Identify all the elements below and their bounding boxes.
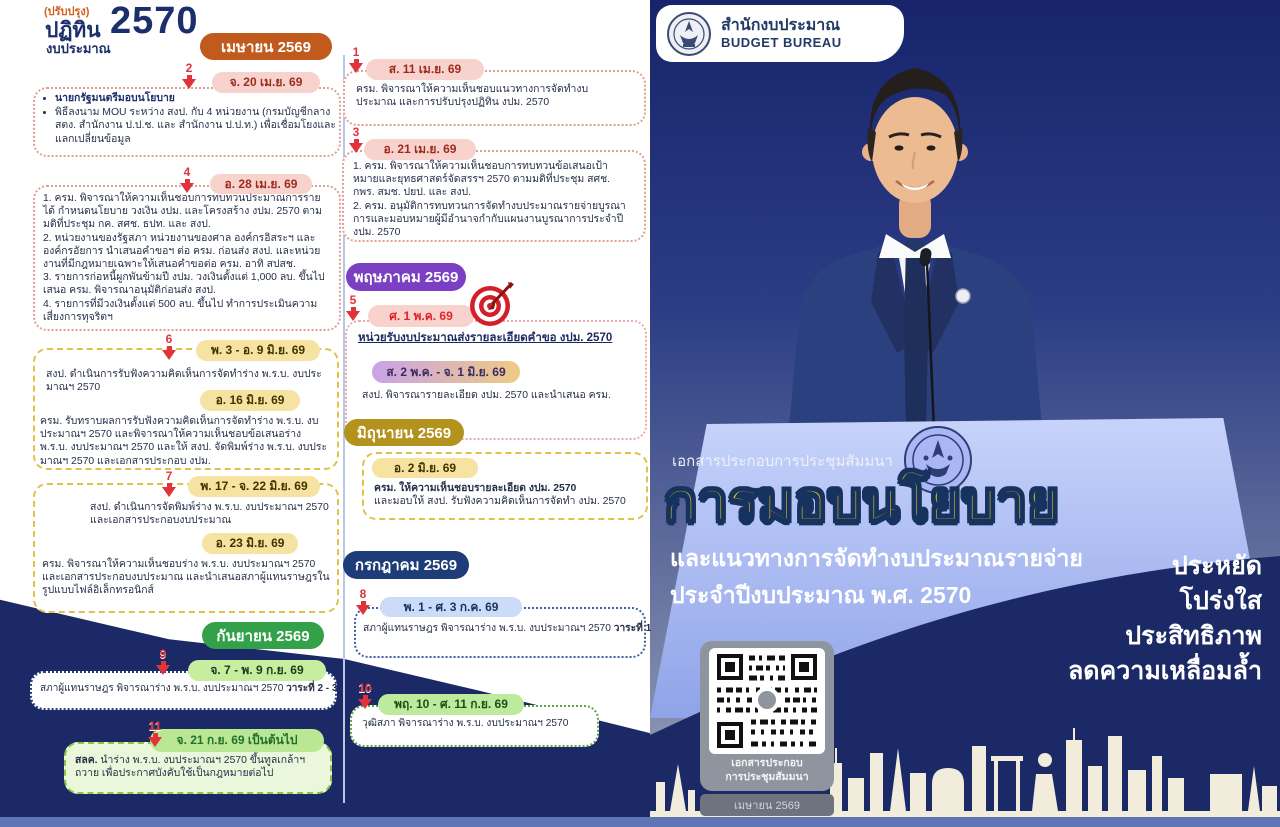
org-name-th: สำนักงบประมาณ <box>721 16 841 34</box>
event-3-date-pill: อ. 21 เม.ย. 69 <box>364 139 476 160</box>
bottom-strip <box>0 817 1280 827</box>
marker-10-number: 10 <box>358 681 372 695</box>
month-pill-april: เมษายน 2569 <box>200 33 332 60</box>
org-name-en: BUDGET BUREAU <box>721 35 842 51</box>
hero-subtitle-2: ประจำปีงบประมาณ พ.ศ. 2570 <box>670 582 972 608</box>
qr-caption: เอกสารประกอบ การประชุมสัมมนา <box>725 757 809 783</box>
marker-3 <box>345 126 367 153</box>
marker-11-number: 11 <box>148 719 162 733</box>
event-7-subdate-pill: อ. 23 มิ.ย. 69 <box>202 533 298 554</box>
slogan-list <box>1068 549 1262 689</box>
event-9-text: สภาผู้แทนราษฎร พิจารณาร่าง พ.ร.บ. งบประมาณฯ 2570 วาระที่ 2 - 3 <box>40 683 338 694</box>
event-11-date-pill: จ. 21 ก.ย. 69 เป็นต้นไป <box>150 729 324 752</box>
event-7-date-pill: พ. 17 - จ. 22 มิ.ย. 69 <box>188 476 320 497</box>
event-6-subdate-pill: อ. 16 มิ.ย. 69 <box>200 390 300 411</box>
month-pill-may: พฤษภาคม 2569 <box>346 263 466 291</box>
event-11-text: สลค. นำร่าง พ.ร.บ. งบประมาณฯ 2570 ขึ้นทูลเกล้าฯ ถวาย เพื่อประกาศบังคับใช้เป็นกฎหมายต่อไป <box>75 755 306 780</box>
marker-1-number: 1 <box>352 45 360 59</box>
marker-11 <box>144 720 166 747</box>
org-logo <box>656 5 904 62</box>
event-5-headline: หน่วยรับงบประมาณส่งรายละเอียดคำขอ งปม. 2570 <box>358 332 613 344</box>
june-cabinet-date-pill: อ. 2 มิ.ย. 69 <box>372 458 478 478</box>
event-1-date-pill: ส. 11 เม.ย. 69 <box>366 59 484 80</box>
event-6-text: สงป. ดำเนินการรับฟังความคิดเห็นการจัดทำร่าง พ.ร.บ. งบประมาณฯ 2570 <box>46 369 322 394</box>
marker-2-number: 2 <box>185 61 193 75</box>
marker-4 <box>176 166 198 193</box>
june-cabinet-text: ครม. ให้ความเห็นชอบรายละเอียด งปม. 2570 และมอบให้ สงป. รับฟังความคิดเห็นการจัดทำ งปม. 2570 <box>374 483 626 508</box>
marker-5 <box>342 294 364 321</box>
marker-8 <box>352 588 374 615</box>
slogan-1: ประหยัด <box>1171 552 1262 580</box>
event-4-text: 1. ครม. พิจารณาให้ความเห็นชอบการทบทวนประมาณการรายได้ กำหนดนโยบาย วงเงิน งปม. และโครงสร้าง งปม. 2570 ตามมติที่ประชุม กค. สศช. ธปท. และ สงป. 2. หน่วยงานของรัฐสภา หน่วยงานของศาล องค์กรอิสระฯ และองค์กรอัยการ นำเสนอคำขอฯ ต่อ ครม. ก่อนส่ง สงป. และหน่วยงานที่มีกฎหมายเฉพาะให้เสนอคำขอต่อ ครม. อาทิ สปสช. 3. รายการก่อหนี้ผูกพันข้ามปี งปม. วงเงินตั้งแต่ 1,000 ลบ. ขึ้นไป เสนอ ครม. พิจารณาอนุมัติก่อนส่ง สงป. 4. รายการที่มีวงเงินตั้งแต่ 500 ลบ. ขึ้นไป ทำการประเมินความเสี่ยงการทุจริตฯ <box>43 193 325 323</box>
event-2-text: • นายกรัฐมนตรีมอบนโยบาย • พิธีลงนาม MOU ระหว่าง สงป. กับ 4 หน่วยงาน (กรมบัญชีกลาง สตง. สำนักงาน ป.ป.ช. และ สำนักงาน ป.ป.ท.) เพื่อเชื่อมโยงและแลกเปลี่ยนข้อมูล <box>42 92 341 147</box>
revised-badge: (ปรับปรุง) <box>44 6 90 18</box>
event-8-text: สภาผู้แทนราษฎร พิจารณาร่าง พ.ร.บ. งบประมาณฯ 2570 วาระที่ 1 <box>363 623 652 634</box>
event-10-text: วุฒิสภา พิจารณาร่าง พ.ร.บ. งบประมาณฯ 2570 <box>362 718 569 729</box>
marker-4-number: 4 <box>183 165 191 179</box>
event-10-date-pill: พฤ. 10 - ศ. 11 ก.ย. 69 <box>378 694 524 715</box>
qr-card <box>700 641 834 791</box>
month-pill-september: กันยายน 2569 <box>202 622 324 649</box>
hero-panel <box>650 0 1280 818</box>
event-5-subtext: สงป. พิจารณารายละเอียด งปม. 2570 และนำเสนอ ครม. <box>362 390 611 401</box>
event-5-subdate-pill: ส. 2 พ.ค. - จ. 1 มิ.ย. 69 <box>372 361 520 383</box>
event-9-date-pill: จ. 7 - พ. 9 ก.ย. 69 <box>188 660 326 681</box>
event-7-text: สงป. ดำเนินการจัดพิมพ์ร่าง พ.ร.บ. งบประมาณฯ 2570 และเอกสารประกอบงบประมาณ <box>90 502 329 527</box>
event-2-date-pill: จ. 20 เม.ย. 69 <box>212 72 320 93</box>
event-7-subtext: ครม. พิจารณาให้ความเห็นชอบร่าง พ.ร.บ. งบประมาณฯ 2570 และเอกสารประกอบงบประมาณ และนำเสนอสภาผู้แทนราษฎรในรูปแบบไฟล์อิเล็กทรอนิกส์ <box>42 559 330 597</box>
month-pill-june: มิถุนายน 2569 <box>344 419 464 446</box>
event-3-text: 1. ครม. พิจารณาให้ความเห็นชอบการทบทวนข้อเสนอเป้าหมายและยุทธศาสตร์จัดสรรฯ 2570 ตามมติที่ประชุม สศช. กพร. สมช. ปยป. และ สงป. 2. ครม. อนุมัติการทบทวนการจัดทำงบประมาณรายจ่ายบูรณาการและมอบหมายผู้มีอำนาจกำกับแผนงานบูรณาการประจำปี งปม. 2570 <box>353 161 626 239</box>
hero-kicker: เอกสารประกอบการประชุมสัมมนา <box>672 453 893 470</box>
slogan-4: ลดความเหลื่อมล้ำ <box>1067 657 1262 685</box>
qr-code-icon <box>709 648 825 754</box>
slogan-2: โปร่งใส <box>1179 587 1262 615</box>
event-6-date-pill: พ. 3 - อ. 9 มิ.ย. 69 <box>196 340 320 361</box>
budget-bureau-seal-icon <box>666 11 712 57</box>
qr-footer-band: เมษายน 2569 <box>700 794 834 816</box>
slogan-3: ประสิทธิภาพ <box>1125 622 1262 650</box>
marker-1 <box>345 46 367 73</box>
marker-6 <box>158 333 180 360</box>
marker-2 <box>178 62 200 89</box>
hero-title: การมอบนโยบาย <box>664 470 1060 532</box>
event-8-date-pill: พ. 1 - ศ. 3 ก.ค. 69 <box>380 597 522 617</box>
event-5-date-pill: ศ. 1 พ.ค. 69 <box>368 305 474 327</box>
month-pill-july: กรกฎาคม 2569 <box>343 551 469 579</box>
dartboard-icon <box>468 282 514 328</box>
page-title-subtitle: งบประมาณ <box>46 41 111 56</box>
marker-7-number: 7 <box>165 469 173 483</box>
marker-7 <box>158 470 180 497</box>
marker-3-number: 3 <box>352 125 360 139</box>
hero-subtitle-1: และแนวทางการจัดทำงบประมาณรายจ่าย <box>670 545 1083 571</box>
page-title-year: 2570 <box>110 0 199 42</box>
event-4-date-pill: อ. 28 เม.ย. 69 <box>210 174 312 194</box>
marker-6-number: 6 <box>165 332 173 346</box>
page-title-word: ปฏิทิน <box>45 19 101 42</box>
org-name <box>721 17 842 50</box>
marker-8-number: 8 <box>359 587 367 601</box>
event-1-text: ครม. พิจารณาให้ความเห็นชอบแนวทางการจัดทำงบประมาณ และการปรับปรุงปฏิทิน งปม. 2570 <box>356 84 589 109</box>
marker-10 <box>354 682 376 709</box>
marker-5-number: 5 <box>349 293 357 307</box>
marker-9 <box>152 648 174 675</box>
event-6-subtext: ครม. รับทราบผลการรับฟังความคิดเห็นการจัดทำร่าง พ.ร.บ. งบประมาณฯ 2570 และพิจารณาให้ความเห็นชอบข้อเสนอร่าง พ.ร.บ. งบประมาณฯ 2570 และให้ สงป. จัดพิมพ์ร่าง พ.ร.บ. งบประมาณฯ 2570 และเอกสารประกอบ งปม. <box>40 416 328 467</box>
marker-9-number: 9 <box>159 647 167 661</box>
